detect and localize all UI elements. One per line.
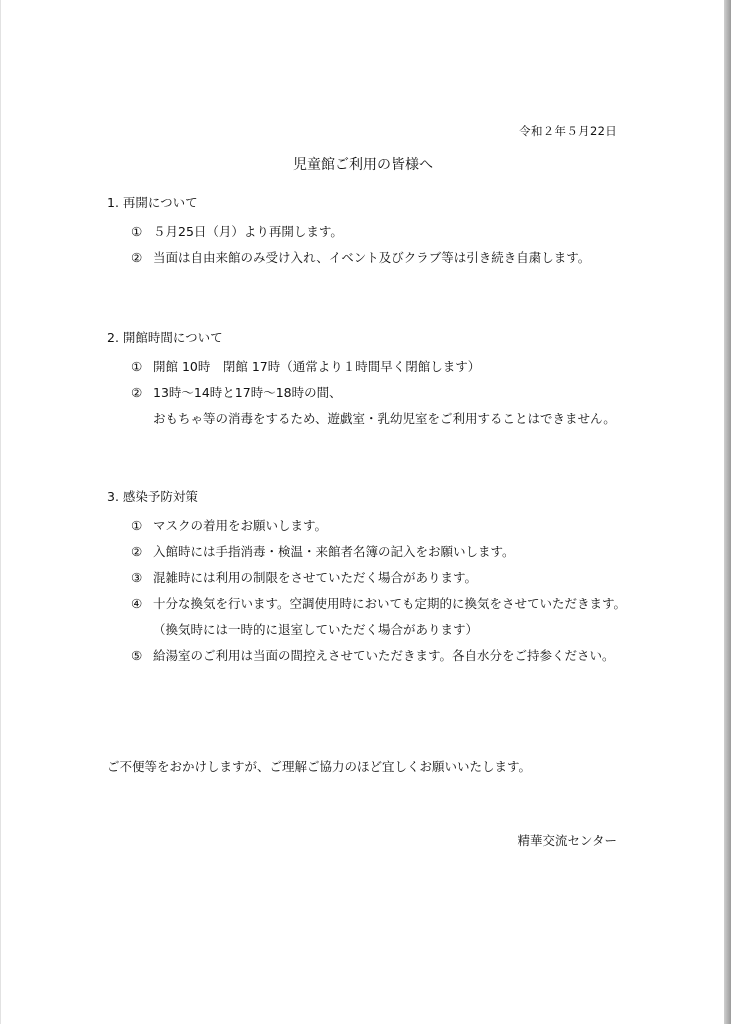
page-edge-shadow [724, 0, 731, 1024]
document-date: 令和２年５月22日 [519, 124, 617, 138]
list-item [107, 565, 637, 591]
item-text-block [153, 380, 637, 432]
item-number: ⑤ [131, 648, 143, 663]
item-text: マスクの着用をお願いします。 [153, 518, 328, 533]
document-title: 児童館ご利用の皆様へ [293, 157, 433, 173]
item-number: ② [131, 250, 143, 265]
section-heading: 2. 開館時間について [107, 330, 223, 345]
item-text: 13時～14時と17時～18時の間、 [153, 385, 342, 400]
item-number: ② [131, 544, 143, 559]
list-item [107, 591, 637, 643]
item-text: 入館時には手指消毒・検温・来館者名簿の記入をお願いします。 [153, 544, 515, 559]
item-text-continued: おもちゃ等の消毒をするため、遊戯室・乳幼児室をご利用することはできません。 [153, 411, 616, 426]
item-text: ５月25日（月）より再開します。 [153, 224, 343, 239]
list-item [107, 245, 637, 271]
item-text: 給湯室のご利用は当面の間控えさせていただきます。各自水分をご持参ください。 [153, 648, 615, 663]
list-item [107, 643, 637, 669]
item-text: 十分な換気を行います。空調使用時においても定期的に換気をさせていただきます。（換気時には一時的に退室していただく場合があります） [153, 596, 627, 637]
closing-remark: ご不便等をおかけしますが、ご理解ご協力のほど宜しくお願いいたします。 [107, 759, 532, 774]
item-number: ① [131, 518, 143, 533]
item-text: 当面は自由来館のみ受け入れ、イベント及びクラブ等は引き続き自粛します。 [153, 250, 591, 265]
item-number: ② [131, 385, 143, 400]
section-opening-hours [107, 329, 637, 432]
list-item [107, 219, 637, 245]
section-heading: 3. 感染予防対策 [107, 489, 198, 504]
item-number: ③ [131, 570, 143, 585]
item-text: 混雑時には利用の制限をさせていただく場合があります。 [153, 570, 478, 585]
section-heading: 1. 再開について [107, 195, 198, 210]
list-item [107, 513, 637, 539]
item-number: ① [131, 359, 143, 374]
section-infection-prevention [107, 488, 637, 669]
list-item [107, 380, 637, 432]
item-number: ① [131, 224, 143, 239]
list-item [107, 354, 637, 380]
item-number: ④ [131, 596, 143, 611]
item-text: 開館 10時 閉館 17時（通常より１時間早く閉館します） [153, 359, 481, 374]
signature: 精華交流センター [517, 833, 617, 848]
list-item [107, 539, 637, 565]
section-reopening [107, 194, 637, 271]
